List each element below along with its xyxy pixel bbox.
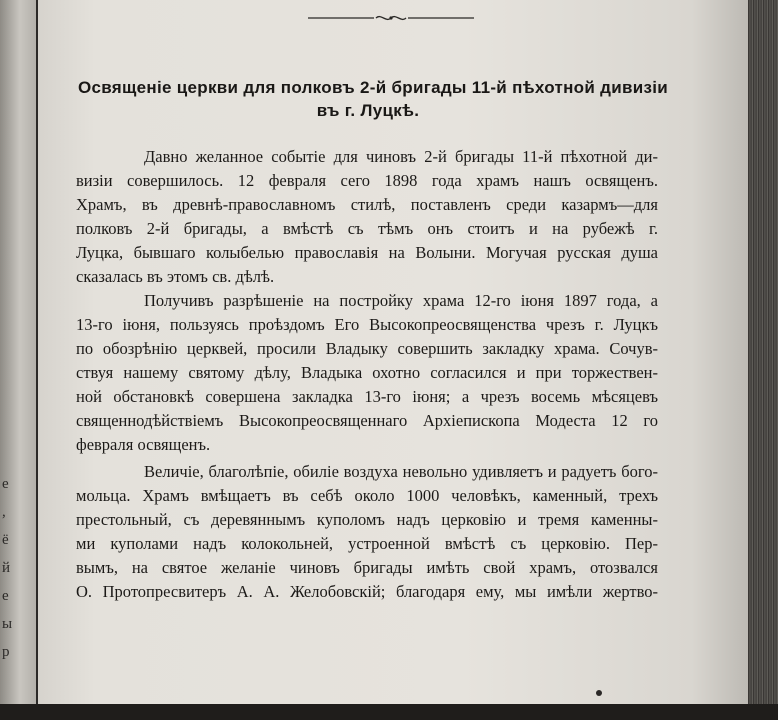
body-line: ствуя нашему святому дѣлу, Владыка охотно согласился и при торжествен- bbox=[76, 363, 658, 382]
body-line: престольный, съ деревяннымъ куполомъ надъ церковію и тремя каменны- bbox=[76, 510, 658, 529]
header-ornament bbox=[306, 12, 476, 24]
body-line: Давно желанное событіе для чиновъ 2-й бригады 11-й пѣхотной ди- bbox=[144, 147, 658, 166]
body-line: Храмъ, въ древнѣ-православномъ стилѣ, поставленъ среди казармъ—для bbox=[76, 195, 658, 214]
left-page-edge bbox=[0, 0, 36, 704]
body-line: Луцка, бывшаго колыбелью православія на Волыни. Могучая русская душа bbox=[76, 243, 658, 262]
body-line: полковъ 2-й бригады, а вмѣстѣ съ тѣмъ онъ стоитъ и на рубежѣ г. bbox=[76, 219, 658, 238]
body-line: февраля освященъ. bbox=[76, 435, 211, 454]
scan-bottom-margin bbox=[0, 704, 778, 720]
left-page-cut-text bbox=[2, 470, 22, 666]
page bbox=[38, 0, 748, 704]
left-edge-char: е bbox=[2, 588, 9, 604]
body-line: по обозрѣнію церквей, просили Владыку совершить закладку храма. Сочув- bbox=[76, 339, 658, 358]
left-edge-char: , bbox=[2, 504, 6, 520]
right-page-stack-edge bbox=[748, 0, 778, 720]
article-title-line-2: въ г. Луцкѣ. bbox=[316, 101, 420, 120]
body-line: мольца. Храмъ вмѣщаетъ въ себѣ около 1000 человѣкъ, каменный, трехъ bbox=[76, 486, 658, 505]
body-line: Величіе, благолѣпіе, обиліе воздуха невольно удивляетъ и радуетъ бого- bbox=[144, 462, 658, 481]
body-line: Получивъ разрѣшеніе на постройку храма 12-го іюня 1897 года, а bbox=[144, 291, 658, 310]
body-line: О. Протопресвитеръ А. А. Желобовскій; благодаря ему, мы имѣли жертво- bbox=[76, 582, 658, 601]
body-line: ми куполами надъ колокольней, устроенной вмѣстѣ съ церковію. Пер- bbox=[76, 534, 658, 553]
left-edge-char: е bbox=[2, 476, 9, 492]
body-line: визіи совершилось. 12 февраля сего 1898 года храмъ нашъ освященъ. bbox=[76, 171, 658, 190]
body-line: сказалась въ этомъ св. дѣлѣ. bbox=[76, 267, 275, 286]
ink-dot bbox=[596, 690, 602, 696]
body-line: священнодѣйствіемъ Высокопреосвященнаго Архіепископа Модеста 12 го bbox=[76, 411, 658, 430]
body-line: ной обстановкѣ совершена закладка 13-го іюня; а чрезъ восемь мѣсяцевъ bbox=[76, 387, 658, 406]
left-edge-char: ё bbox=[2, 532, 9, 548]
article-title-line-1: Освященіе церкви для полковъ 2-й бригады 11-й пѣхотной дивизіи bbox=[78, 78, 669, 97]
body-line: вымъ, на святое желаніе чиновъ бригады имѣть свой храмъ, отозвался bbox=[76, 558, 658, 577]
body-line: 13-го іюня, пользуясь проѣздомъ Его Высокопреосвященства чрезъ г. Луцкъ bbox=[76, 315, 658, 334]
left-edge-char: ы bbox=[2, 616, 13, 632]
left-edge-char: р bbox=[2, 644, 10, 660]
left-edge-char: й bbox=[2, 560, 11, 576]
